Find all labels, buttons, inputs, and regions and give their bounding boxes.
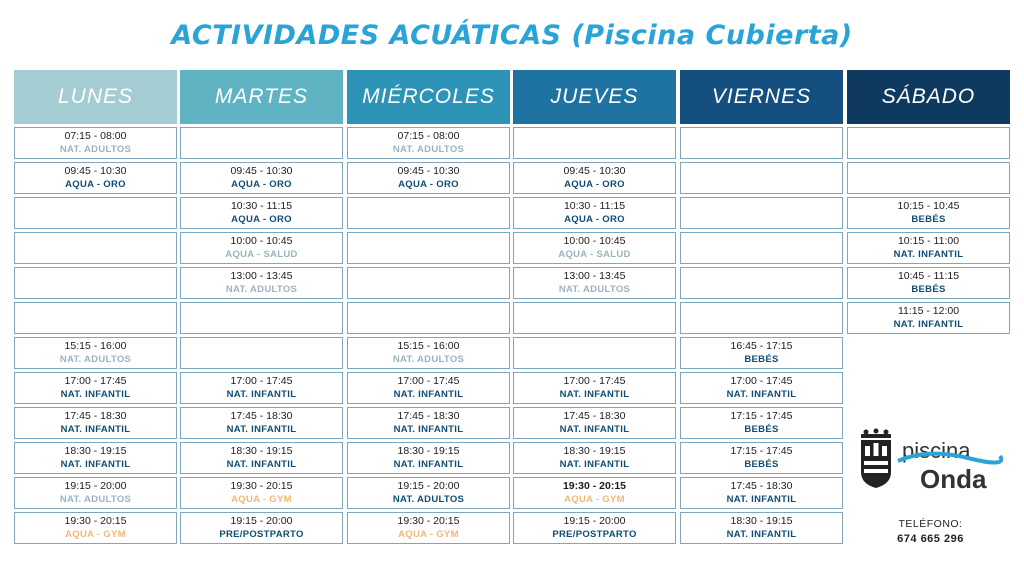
class-activity: NAT. INFANTIL [393, 389, 464, 400]
class-time: 10:30 - 11:15 [230, 200, 293, 212]
day-header: MIÉRCOLES [347, 70, 510, 124]
schedule-cell [180, 442, 343, 474]
class-time: 15:15 - 16:00 [397, 340, 460, 352]
class-time: 17:00 - 17:45 [563, 375, 626, 387]
class-activity: AQUA - ORO [398, 179, 459, 190]
schedule-cell [513, 372, 676, 404]
class-activity: NAT. INFANTIL [559, 424, 630, 435]
class-time: 17:45 - 18:30 [563, 410, 626, 422]
class-activity: AQUA - GYM [398, 529, 459, 540]
phone-number: 674 665 296 [897, 533, 964, 545]
class-time: 13:00 - 13:45 [230, 270, 293, 282]
day-column [513, 70, 676, 544]
day-column [680, 70, 843, 544]
class-time: 19:15 - 20:00 [563, 515, 626, 527]
class-time: 18:30 - 19:15 [730, 515, 793, 527]
schedule-cell [180, 512, 343, 544]
class-time: 18:30 - 19:15 [230, 445, 293, 457]
logo-text-piscina: piscina [902, 438, 971, 463]
schedule-cell [680, 337, 843, 369]
schedule-cell [180, 302, 343, 334]
class-time: 10:45 - 11:15 [897, 270, 960, 282]
class-activity: NAT. INFANTIL [226, 459, 297, 470]
schedule-cell [513, 442, 676, 474]
day-header: JUEVES [513, 70, 676, 124]
day-column [14, 70, 177, 544]
schedule-cell [14, 372, 177, 404]
schedule-cell [847, 197, 1010, 229]
class-activity: PRE/POSTPARTO [219, 529, 304, 540]
class-time: 19:30 - 20:15 [64, 515, 127, 527]
class-time: 18:30 - 19:15 [64, 445, 127, 457]
class-activity: NAT. INFANTIL [726, 494, 797, 505]
class-activity: BEBÉS [911, 284, 946, 295]
schedule-cell [14, 232, 177, 264]
class-time: 17:00 - 17:45 [64, 375, 127, 387]
schedule-cell [680, 302, 843, 334]
class-activity: NAT. INFANTIL [726, 389, 797, 400]
schedule-cell [347, 337, 510, 369]
class-activity: AQUA - ORO [564, 179, 625, 190]
schedule-cell [680, 127, 843, 159]
class-time: 10:30 - 11:15 [563, 200, 626, 212]
class-time: 19:15 - 20:00 [64, 480, 127, 492]
class-activity: AQUA - SALUD [225, 249, 298, 260]
schedule-cell [513, 162, 676, 194]
class-time: 16:45 - 17:15 [730, 340, 793, 352]
page-title: ACTIVIDADES ACUÁTICAS (Piscina Cubierta) [171, 20, 853, 51]
schedule-cell [680, 372, 843, 404]
schedule-cell [180, 267, 343, 299]
schedule-cell [14, 337, 177, 369]
schedule-cell [180, 197, 343, 229]
class-time: 17:45 - 18:30 [397, 410, 460, 422]
class-activity: NAT. INFANTIL [226, 389, 297, 400]
schedule-cell [680, 407, 843, 439]
schedule-cell [847, 302, 1010, 334]
schedule-cell [680, 442, 843, 474]
day-header: SÁBADO [847, 70, 1010, 124]
day-header: MARTES [180, 70, 343, 124]
schedule-cell [680, 267, 843, 299]
schedule-cell [513, 232, 676, 264]
phone-label: TELÉFONO: [898, 518, 963, 530]
class-time: 18:30 - 19:15 [397, 445, 460, 457]
class-activity: NAT. INFANTIL [60, 389, 131, 400]
schedule-cell [180, 372, 343, 404]
class-time: 09:45 - 10:30 [563, 165, 626, 177]
class-time: 07:15 - 08:00 [64, 130, 127, 142]
schedule-cell [347, 267, 510, 299]
class-activity: AQUA - GYM [231, 494, 292, 505]
class-activity: NAT. INFANTIL [226, 424, 297, 435]
schedule-cell [680, 197, 843, 229]
class-activity: PRE/POSTPARTO [552, 529, 637, 540]
class-time: 17:00 - 17:45 [230, 375, 293, 387]
schedule-cell [347, 127, 510, 159]
class-activity: NAT. ADULTOS [59, 144, 132, 155]
class-time: 09:45 - 10:30 [230, 165, 293, 177]
day-column [180, 70, 343, 544]
schedule-cell [180, 232, 343, 264]
schedule-cell [14, 267, 177, 299]
schedule-cell [513, 267, 676, 299]
schedule-cell [180, 127, 343, 159]
class-activity: NAT. INFANTIL [559, 389, 630, 400]
schedule-cell [847, 267, 1010, 299]
schedule-cell [180, 477, 343, 509]
class-activity: AQUA - SALUD [558, 249, 631, 260]
schedule-cell [513, 302, 676, 334]
class-activity: AQUA - GYM [564, 494, 625, 505]
class-time: 17:45 - 18:30 [730, 480, 793, 492]
class-activity: BEBÉS [744, 424, 779, 435]
class-time: 17:00 - 17:45 [397, 375, 460, 387]
day-header: VIERNES [680, 70, 843, 124]
schedule-cell [347, 232, 510, 264]
class-time: 10:15 - 10:45 [897, 200, 960, 212]
class-time: 09:45 - 10:30 [64, 165, 127, 177]
class-time: 11:15 - 12:00 [897, 305, 960, 317]
class-activity: NAT. INFANTIL [60, 459, 131, 470]
schedule-cell [347, 162, 510, 194]
class-time: 17:00 - 17:45 [730, 375, 793, 387]
class-time: 07:15 - 08:00 [397, 130, 460, 142]
schedule-cell [14, 407, 177, 439]
coat-of-arms-icon [861, 429, 891, 489]
class-activity: NAT. ADULTOS [392, 494, 465, 505]
class-activity: NAT. INFANTIL [60, 424, 131, 435]
class-time: 13:00 - 13:45 [563, 270, 626, 282]
class-time: 17:15 - 17:45 [730, 410, 793, 422]
class-time: 10:00 - 10:45 [563, 235, 626, 247]
schedule-cell [513, 407, 676, 439]
class-time: 19:30 - 20:15 [562, 480, 627, 492]
schedule-cell [680, 232, 843, 264]
schedule-cell [14, 162, 177, 194]
class-activity: BEBÉS [744, 459, 779, 470]
class-time: 19:30 - 20:15 [230, 480, 293, 492]
class-time: 10:15 - 11:00 [897, 235, 960, 247]
class-activity: NAT. INFANTIL [726, 529, 797, 540]
class-time: 15:15 - 16:00 [64, 340, 127, 352]
schedule-cell [680, 477, 843, 509]
class-activity: AQUA - ORO [231, 214, 292, 225]
schedule-cell [14, 127, 177, 159]
class-time: 17:15 - 17:45 [730, 445, 793, 457]
class-activity: BEBÉS [911, 214, 946, 225]
logo-text-onda: Onda [920, 464, 987, 494]
schedule-cell [513, 337, 676, 369]
class-activity: NAT. INFANTIL [393, 459, 464, 470]
schedule-cell [14, 302, 177, 334]
class-activity: AQUA - ORO [231, 179, 292, 190]
class-time: 10:00 - 10:45 [230, 235, 293, 247]
class-activity: NAT. INFANTIL [559, 459, 630, 470]
schedule-cell [347, 477, 510, 509]
day-column [847, 70, 1010, 334]
schedule-cell [513, 127, 676, 159]
schedule-cell [347, 372, 510, 404]
class-time: 17:45 - 18:30 [64, 410, 127, 422]
schedule-cell [14, 197, 177, 229]
class-time: 19:30 - 20:15 [397, 515, 460, 527]
class-time: 17:45 - 18:30 [230, 410, 293, 422]
schedule-cell [14, 512, 177, 544]
class-activity: AQUA - ORO [65, 179, 126, 190]
schedule-cell [847, 232, 1010, 264]
class-activity: NAT. ADULTOS [392, 354, 465, 365]
day-column [347, 70, 510, 544]
class-activity: BEBÉS [744, 354, 779, 365]
schedule-cell [180, 407, 343, 439]
class-activity: NAT. INFANTIL [893, 319, 964, 330]
schedule-cell [513, 197, 676, 229]
schedule-cell [347, 302, 510, 334]
class-activity: NAT. ADULTOS [59, 354, 132, 365]
class-activity: NAT. ADULTOS [558, 284, 631, 295]
class-time: 19:15 - 20:00 [230, 515, 293, 527]
class-activity: NAT. INFANTIL [893, 249, 964, 260]
class-time: 09:45 - 10:30 [397, 165, 460, 177]
schedule-cell [847, 162, 1010, 194]
class-activity: NAT. ADULTOS [225, 284, 298, 295]
schedule-cell [347, 512, 510, 544]
class-activity: AQUA - ORO [564, 214, 625, 225]
schedule-cell [513, 477, 676, 509]
schedule-cell [347, 197, 510, 229]
piscina-onda-logo [858, 428, 1003, 494]
schedule-cell [347, 442, 510, 474]
class-time: 19:15 - 20:00 [397, 480, 460, 492]
schedule-cell [180, 337, 343, 369]
class-time: 18:30 - 19:15 [563, 445, 626, 457]
class-activity: NAT. INFANTIL [393, 424, 464, 435]
schedule-cell [180, 162, 343, 194]
schedule-cell [14, 442, 177, 474]
class-activity: NAT. ADULTOS [59, 494, 132, 505]
schedule-cell [847, 127, 1010, 159]
schedule-cell [14, 477, 177, 509]
schedule-cell [347, 407, 510, 439]
schedule-cell [680, 512, 843, 544]
class-activity: NAT. ADULTOS [392, 144, 465, 155]
schedule-cell [513, 512, 676, 544]
schedule-cell [680, 162, 843, 194]
day-header: LUNES [14, 70, 177, 124]
class-activity: AQUA - GYM [65, 529, 126, 540]
